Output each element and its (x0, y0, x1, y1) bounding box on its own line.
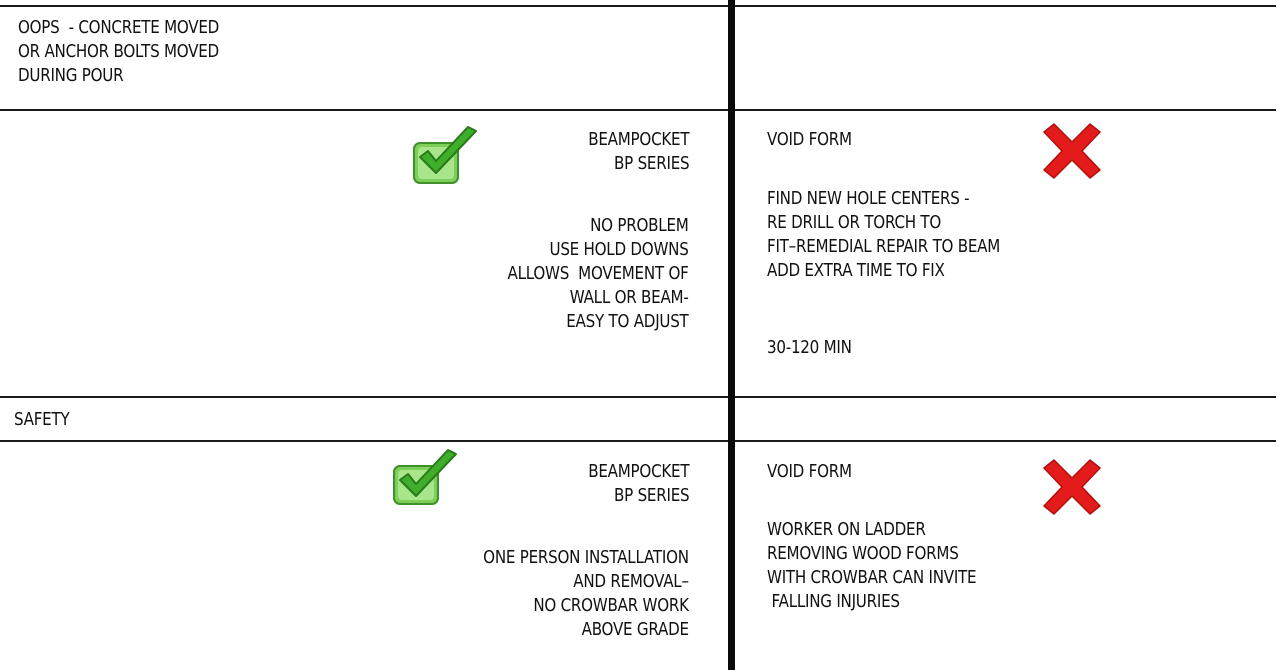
beampocket-body-safety: ONE PERSON INSTALLATION AND REMOVAL– NO CROWBAR WORK ABOVE GRADE (483, 547, 689, 640)
red-x-icon (1040, 122, 1104, 180)
row-divider-safety-top (0, 396, 1276, 398)
oops-heading: OOPS - CONCRETE MOVED OR ANCHOR BOLTS MOVED DURING POUR (18, 17, 220, 86)
column-divider (728, 0, 735, 670)
void-form-title-safety: VOID FORM (767, 461, 852, 482)
void-form-body-oops: FIND NEW HOLE CENTERS - RE DRILL OR TORCH TO FIT–REMEDIAL REPAIR TO BEAM ADD EXTRA TIME TO FIX (767, 188, 1001, 281)
beampocket-title-safety: BEAMPOCKET BP SERIES (587, 461, 689, 506)
void-form-title-oops: VOID FORM (767, 129, 852, 150)
checkmark-icon (388, 448, 462, 508)
top-divider (0, 5, 1276, 7)
beampocket-body-oops: NO PROBLEM USE HOLD DOWNS ALLOWS MOVEMENT OF WALL OR BEAM- EASY TO ADJUST (507, 215, 689, 332)
row-divider-oops (0, 109, 1276, 111)
safety-heading: SAFETY (14, 409, 70, 430)
row-divider-safety (0, 440, 1276, 442)
checkmark-icon (408, 125, 482, 187)
void-form-time-oops: 30-120 MIN (767, 337, 852, 358)
red-x-icon (1040, 458, 1104, 516)
beampocket-title-oops: BEAMPOCKET BP SERIES (587, 129, 689, 174)
void-form-body-safety: WORKER ON LADDER REMOVING WOOD FORMS WITH CROWBAR CAN INVITE FALLING INJURIES (767, 519, 977, 612)
